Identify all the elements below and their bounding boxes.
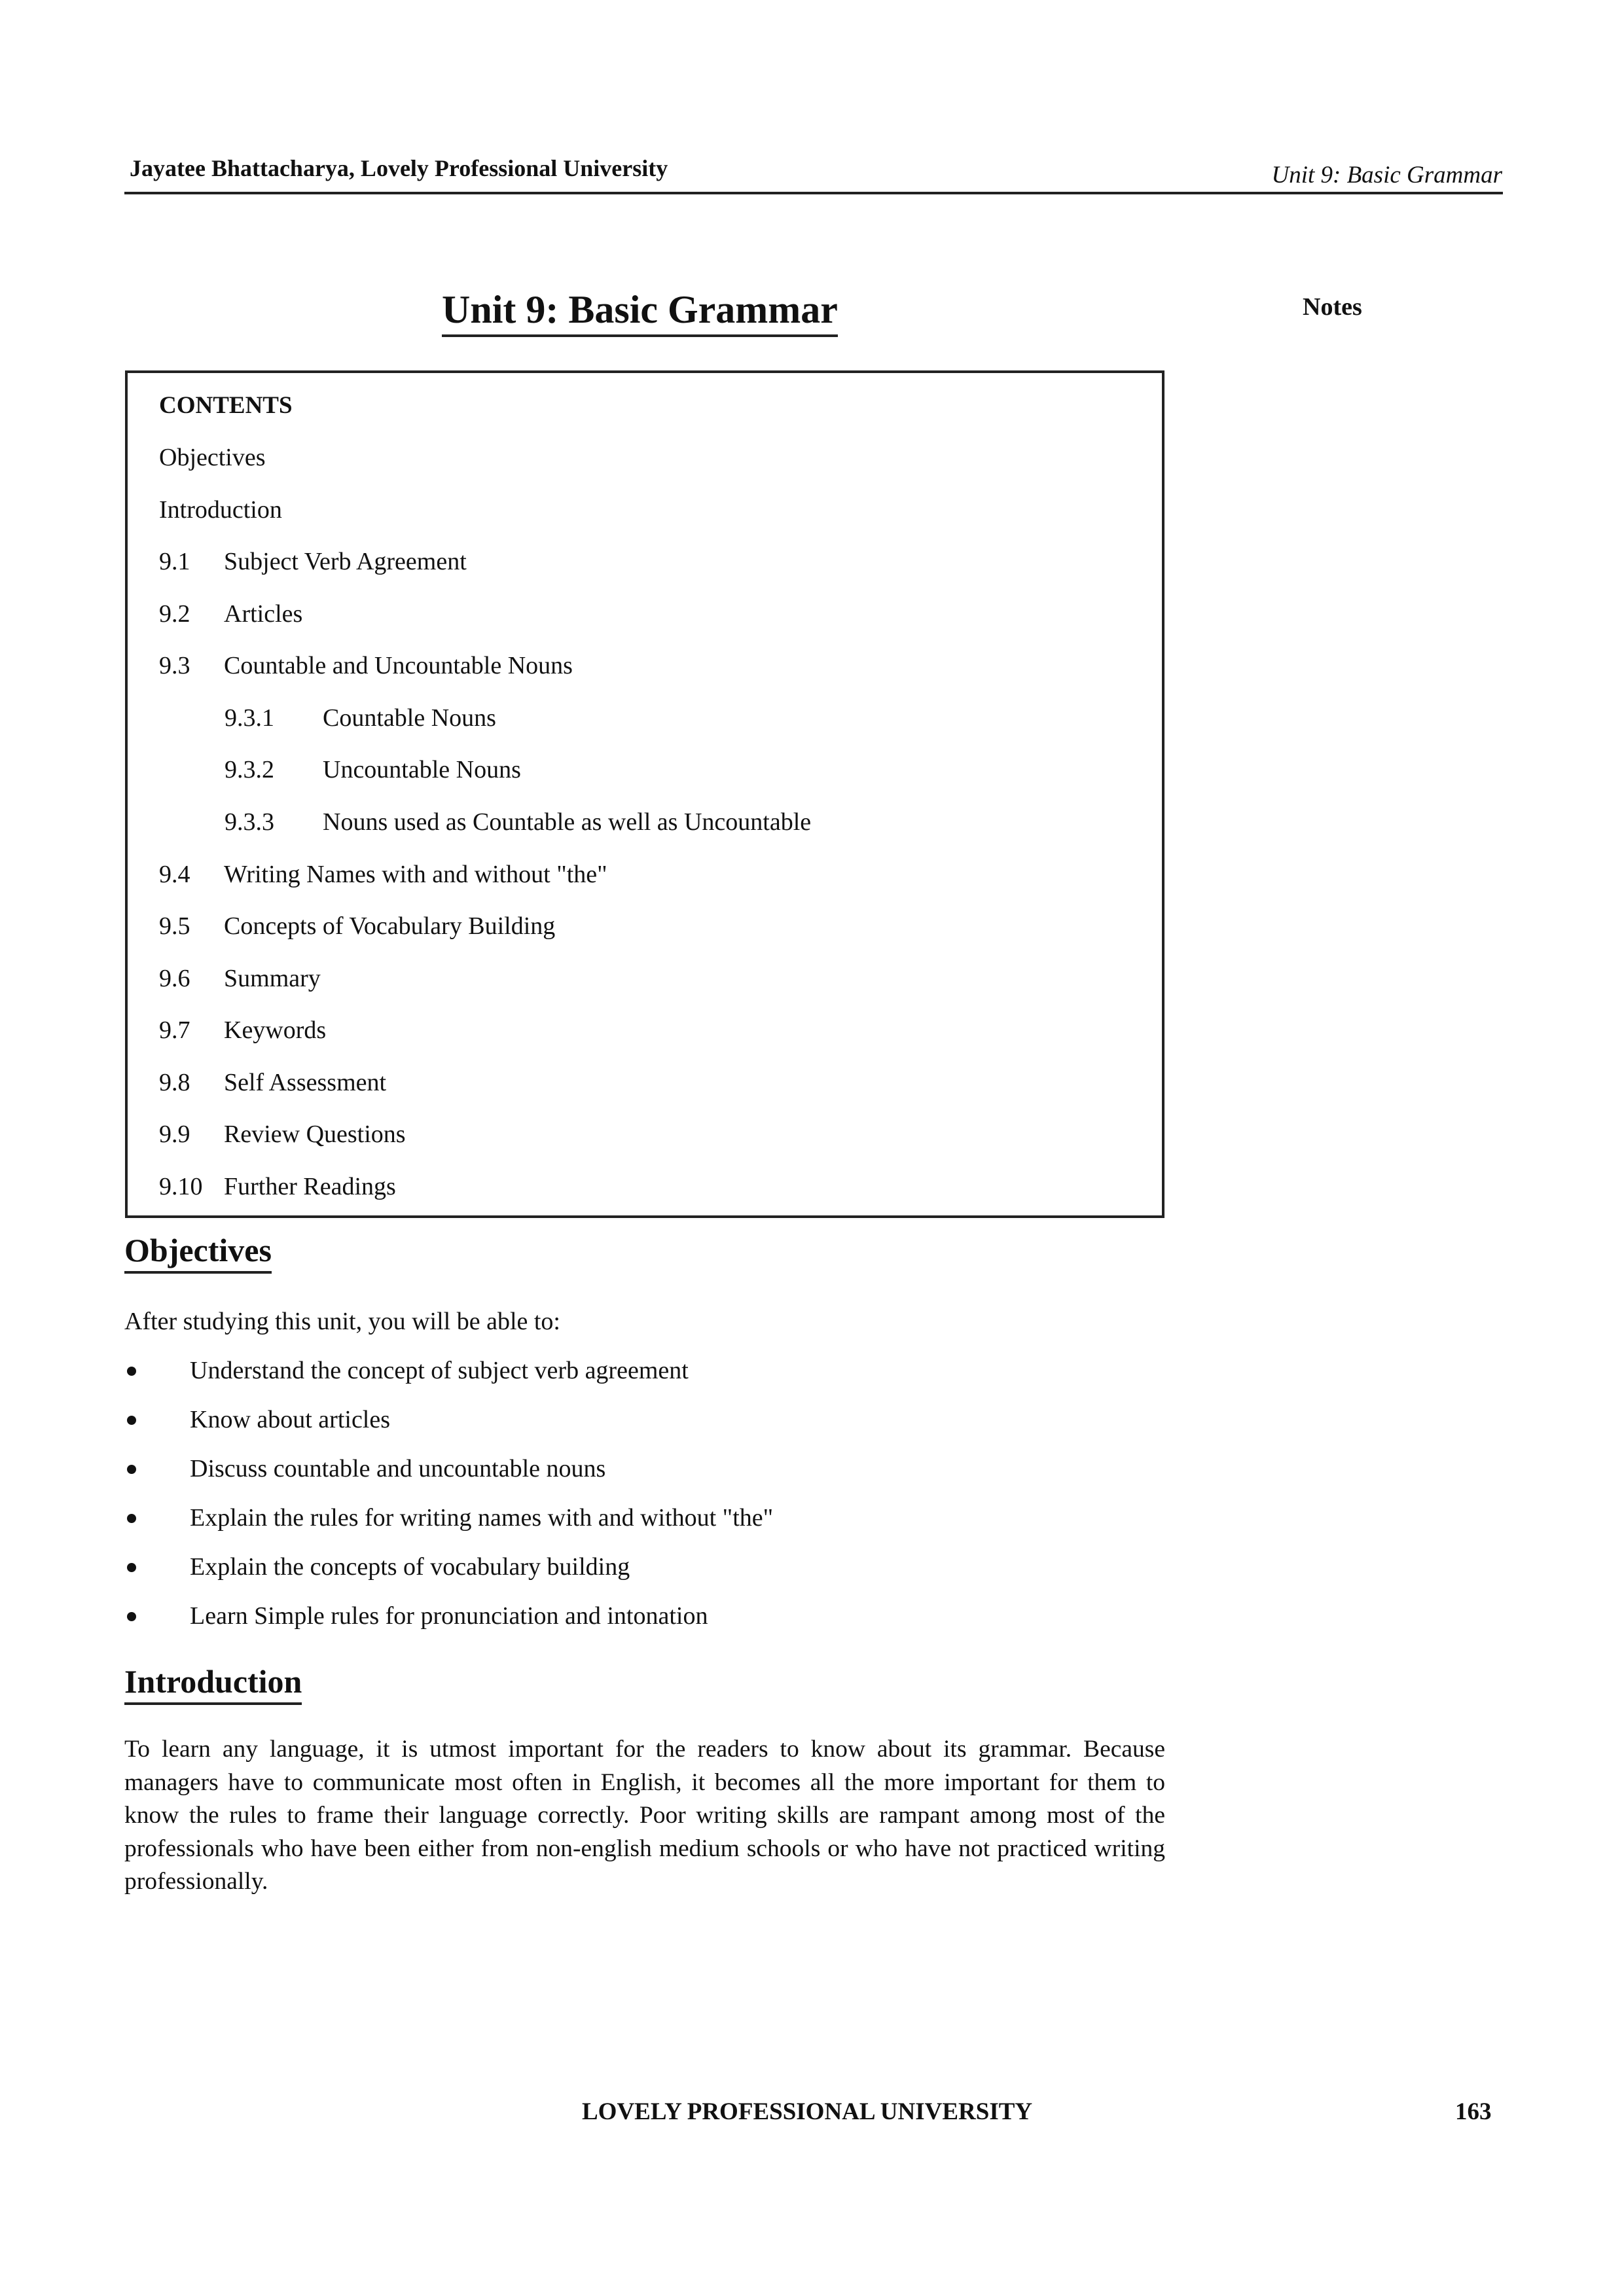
toc-number: 9.3.1	[225, 704, 274, 732]
toc-number: 9.1	[159, 548, 190, 575]
toc-number: 9.7	[159, 1016, 190, 1044]
toc-number: 9.3.2	[225, 756, 274, 783]
contents-heading: CONTENTS	[159, 392, 293, 419]
toc-number: 9.2	[159, 600, 190, 628]
toc-label: Introduction	[159, 496, 282, 524]
toc-label: Countable Nouns	[323, 704, 496, 732]
footer-university: LOVELY PROFESSIONAL UNIVERSITY	[582, 2098, 1033, 2125]
toc-number: 9.3.3	[225, 808, 274, 836]
running-header-unit: Unit 9: Basic Grammar	[1271, 162, 1502, 188]
bullet-icon	[127, 1416, 136, 1425]
objectives-heading: Objectives	[124, 1232, 272, 1274]
toc-label: Objectives	[159, 444, 266, 471]
toc-label: Writing Names with and without "the"	[224, 861, 607, 888]
toc-label: Summary	[224, 965, 321, 992]
bullet-icon	[127, 1612, 136, 1621]
header-rule	[124, 192, 1503, 194]
bullet-icon	[127, 1514, 136, 1523]
toc-label: Self Assessment	[224, 1069, 387, 1096]
objective-text: Understand the concept of subject verb agreement	[190, 1357, 689, 1384]
objective-text: Explain the concepts of vocabulary building	[190, 1553, 630, 1581]
objective-text: Explain the rules for writing names with and without "the"	[190, 1504, 774, 1532]
toc-label: Countable and Uncountable Nouns	[224, 652, 573, 679]
objective-text: Learn Simple rules for pronunciation and intonation	[190, 1602, 708, 1630]
toc-label: Nouns used as Countable as well as Uncountable	[323, 808, 812, 836]
toc-number: 9.5	[159, 912, 190, 940]
bullet-icon	[127, 1563, 136, 1572]
toc-number: 9.9	[159, 1121, 190, 1148]
toc-number: 9.8	[159, 1069, 190, 1096]
unit-title: Unit 9: Basic Grammar	[442, 286, 838, 337]
objectives-intro: After studying this unit, you will be able to:	[124, 1308, 560, 1335]
toc-label: Subject Verb Agreement	[224, 548, 467, 575]
toc-label: Review Questions	[224, 1121, 406, 1148]
contents-box	[125, 370, 1164, 1218]
bullet-icon	[127, 1465, 136, 1474]
bullet-icon	[127, 1367, 136, 1376]
toc-number: 9.10	[159, 1173, 203, 1200]
toc-number: 9.4	[159, 861, 190, 888]
toc-label: Articles	[224, 600, 303, 628]
objective-text: Discuss countable and uncountable nouns	[190, 1455, 606, 1482]
objective-text: Know about articles	[190, 1406, 391, 1433]
toc-label: Uncountable Nouns	[323, 756, 521, 783]
page-number: 163	[1455, 2098, 1492, 2125]
toc-number: 9.6	[159, 965, 190, 992]
running-header-author: Jayatee Bhattacharya, Lovely Professional University	[130, 155, 668, 181]
introduction-paragraph: To learn any language, it is utmost important for the readers to know about its grammar. Because managers have to communicate most often in English, it becomes all the more important for them to know the rules to frame their language correctly. Poor writing skills are rampant among most of the professionals who have been either from non-english medium schools or who have not practiced writing professionally.	[124, 1736, 1165, 1895]
notes-margin-label: Notes	[1303, 293, 1362, 321]
toc-number: 9.3	[159, 652, 190, 679]
toc-label: Keywords	[224, 1016, 327, 1044]
toc-label: Further Readings	[224, 1173, 396, 1200]
introduction-heading: Introduction	[124, 1663, 302, 1705]
toc-label: Concepts of Vocabulary Building	[224, 912, 556, 940]
